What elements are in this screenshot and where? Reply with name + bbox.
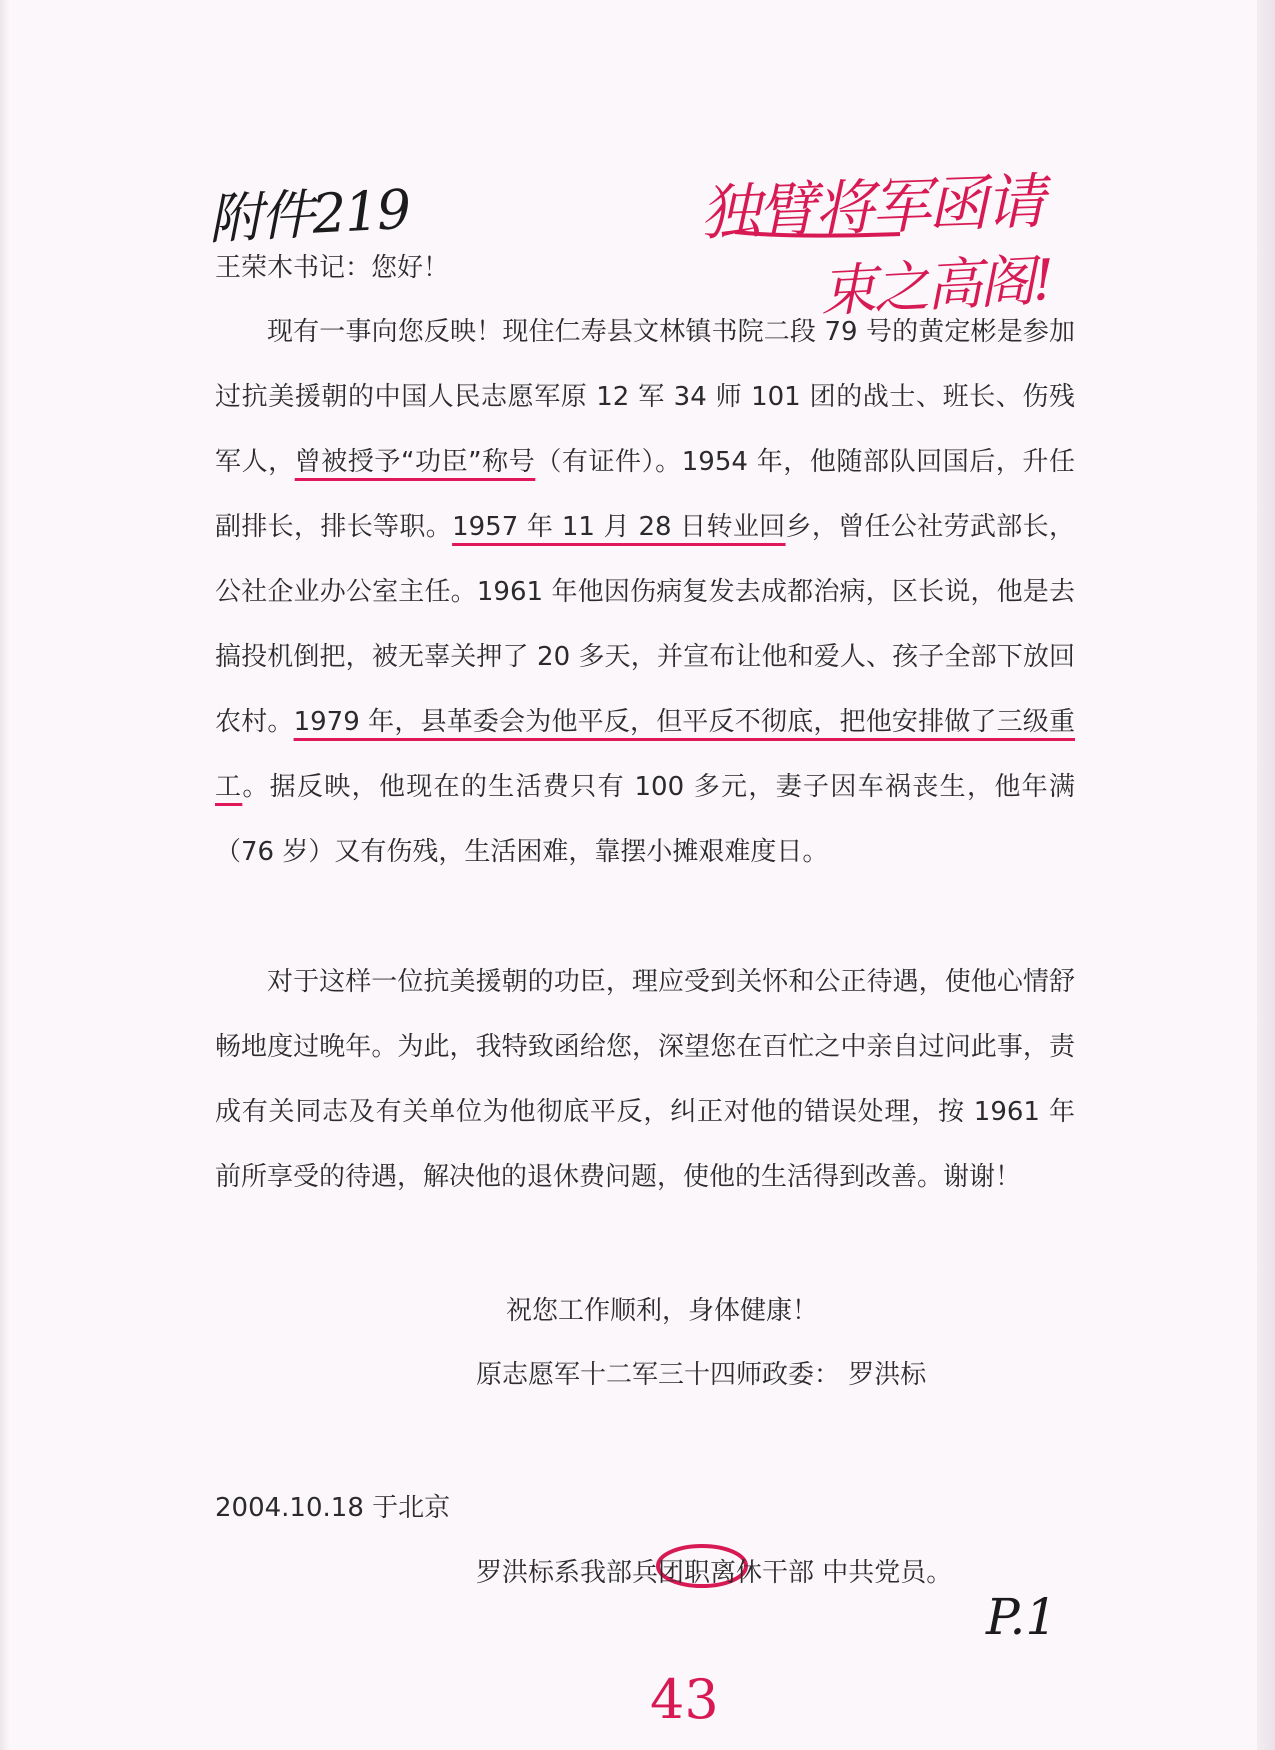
- red-annotation-line-2: 束之高阁!: [818, 247, 1054, 326]
- endorsement-note: 罗洪标系我部兵团职离休干部 中共党员。: [476, 1558, 953, 1588]
- body-text-segment: （有证件）。1954 年，他随部队回国后，升任副排长，排长等职。: [215, 447, 1075, 542]
- page-number: 43: [650, 1668, 719, 1731]
- date-line: 2004.10.18 于北京: [215, 1493, 451, 1523]
- body-text-segment: 乡，曾任公社劳武部长，公社企业办公室主任。1961 年他因伤病复发去成都治病，区长说，他是去搞投机倒把，被无辜关押了 20 多天，并宣布让他和爱人、孩子全部下放回农村。: [215, 512, 1075, 737]
- scan-left-edge: [0, 0, 10, 1750]
- signature-line: 原志愿军十二军三十四师政委： 罗洪标: [476, 1360, 927, 1390]
- red-underlined-text: 曾被授予“功臣”称号: [294, 447, 536, 477]
- red-underlined-text: 1979 年，县革委会为他平反，但平反不彻底，把他安排做了三级重工: [215, 707, 1075, 802]
- body-text-segment: 现有一事向您反映！现住仁寿县文林镇书院二段 79 号的黄定彬是参加过抗美援朝的中国人民志愿军原 12 军 34 师 101 团的战士、班长、伤残军人，: [215, 317, 1075, 477]
- red-underlined-text: 1957 年 11 月 28 日转业回: [452, 512, 786, 542]
- body-text-segment: 。据反映，他现在的生活费只有 100 多元，妻子因车祸丧生，他年满（76 岁）又有伤残，生活困难，靠摆小摊艰难度日。: [215, 772, 1075, 867]
- page-marker: P.1: [986, 1588, 1058, 1646]
- salutation: 王荣木书记：您好！: [215, 253, 450, 283]
- scan-right-edge: [1257, 0, 1275, 1750]
- red-annotation-line-1: 独臂将军函请: [699, 167, 1044, 249]
- attachment-note: 附件219: [206, 177, 411, 252]
- letter-paragraph-1: [215, 300, 1075, 885]
- letter-paragraph-2: 对于这样一位抗美援朝的功臣，理应受到关怀和公正待遇，使他心情舒畅地度过晚年。为此，我特致函给您，深望您在百忙之中亲自过问此事，责成有关同志及有关单位为他彻底平反，纠正对他的错误处理，按 1961 年前所享受的待遇，解决他的退休费问题，使他的生活得到改善。谢谢！: [215, 967, 1075, 1192]
- closing-wishes: 祝您工作顺利，身体健康！: [506, 1296, 819, 1326]
